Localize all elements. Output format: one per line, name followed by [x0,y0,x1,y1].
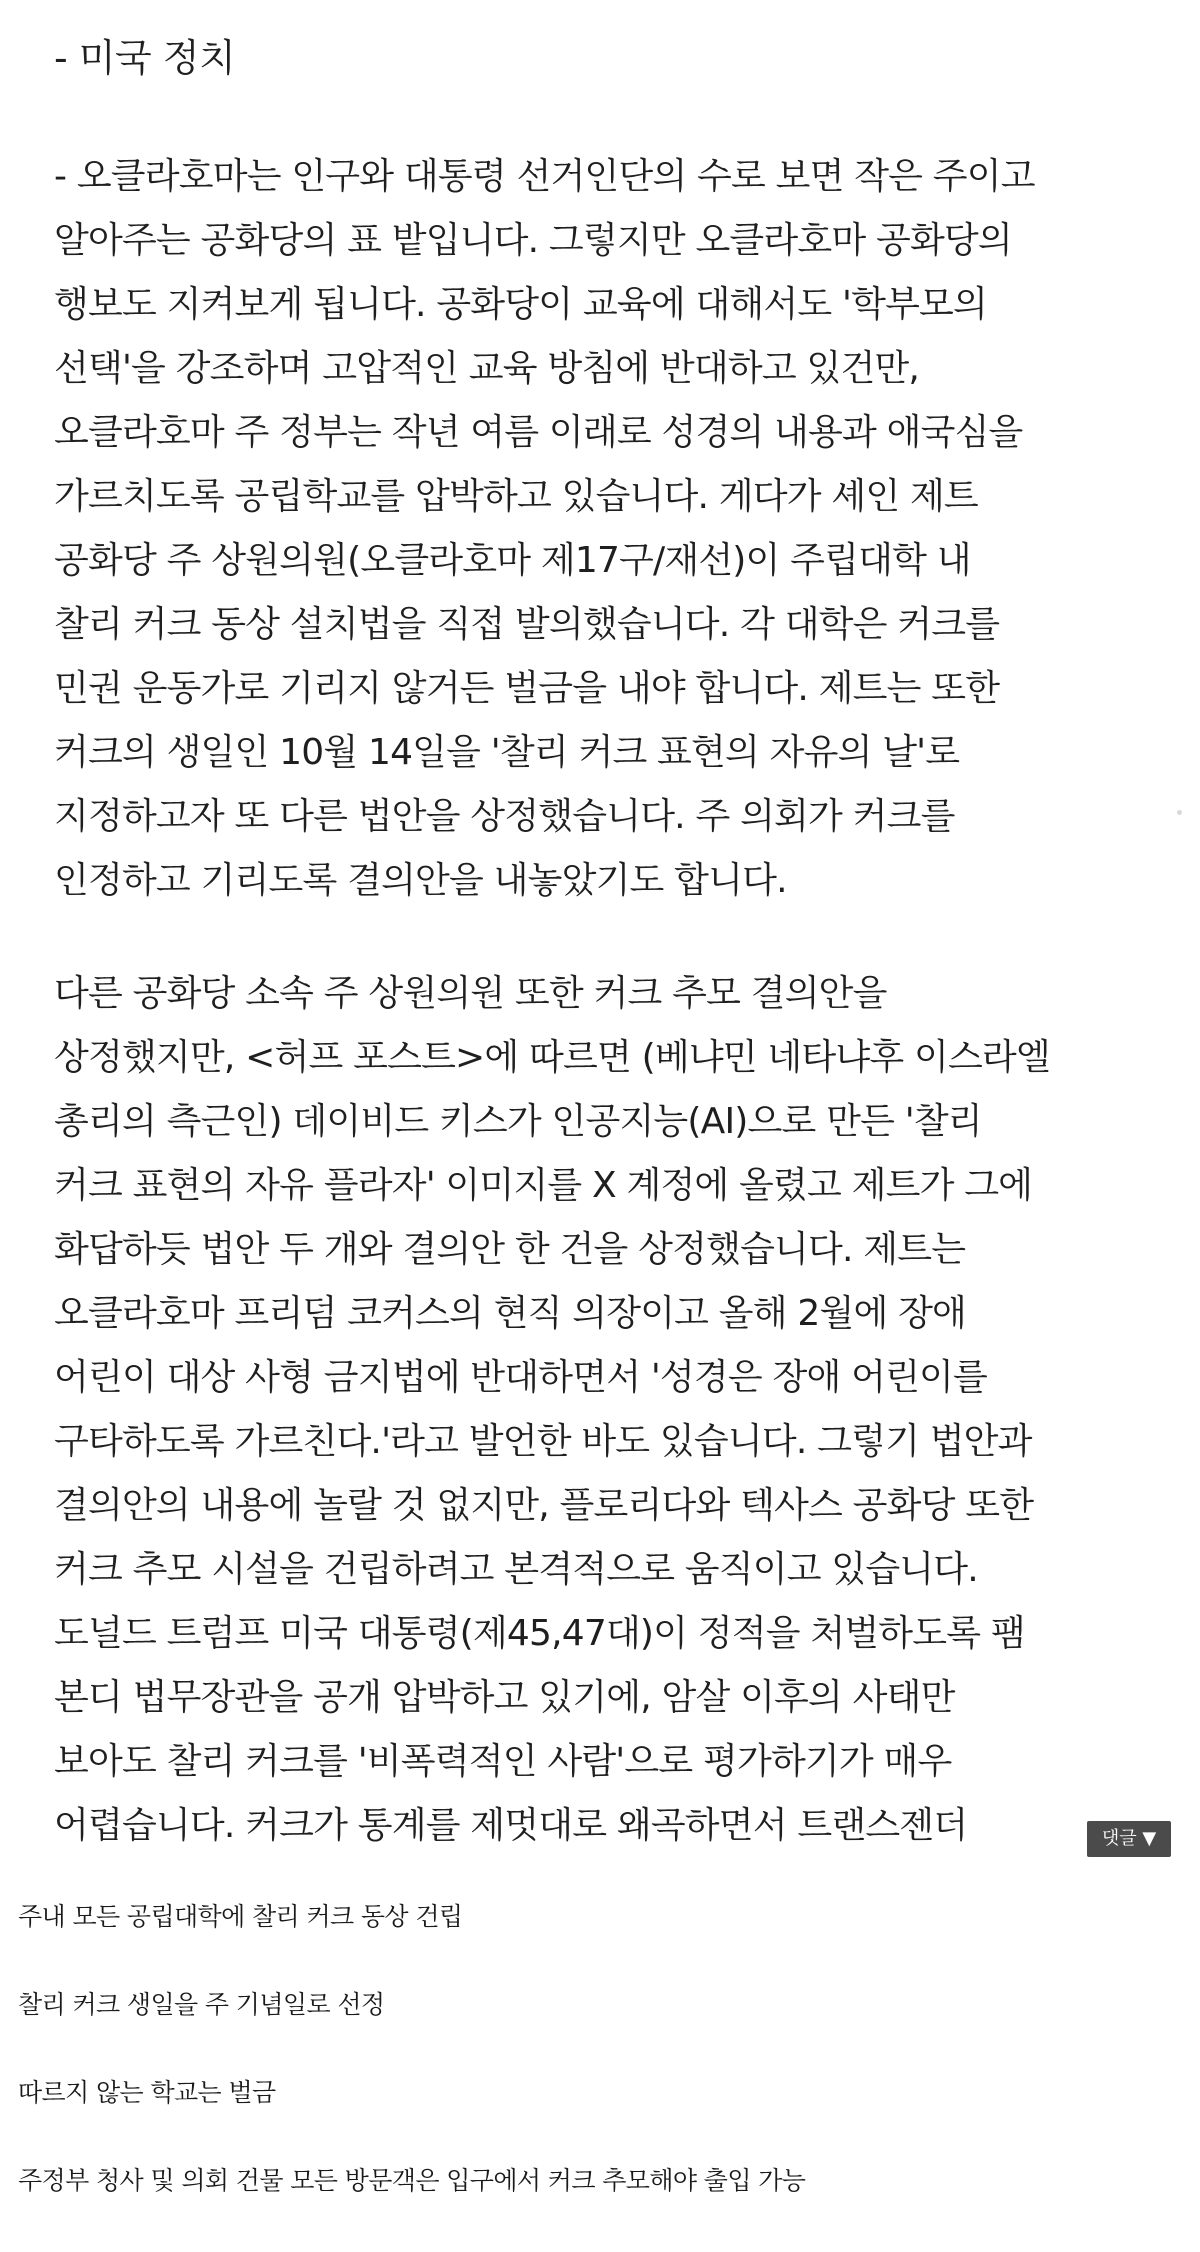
paragraph-line: 상정했지만, <허프 포스트>에 따르면 (베냐민 네타냐후 이스라엘 [54,1037,1050,1078]
paragraph-line: 선택'을 강조하며 고압적인 교육 방침에 반대하고 있건만, [54,348,920,389]
paragraph-line: 보아도 찰리 커크를 '비폭력적인 사람'으로 평가하기가 매우 [54,1741,952,1782]
paragraph-line: 다른 공화당 소속 주 상원의원 또한 커크 추모 결의안을 [54,973,887,1014]
paragraph-line: 총리의 측근인) 데이비드 키스가 인공지능(AI)으로 만든 '찰리 [54,1101,982,1142]
paragraph-line: 커크 표현의 자유 플라자' 이미지를 X 계정에 올렸고 제트가 그에 [54,1165,1033,1206]
paragraph-line: 구타하도록 가르친다.'라고 발언한 바도 있습니다. 그렇기 법안과 [54,1421,1032,1462]
paragraph-line: 공화당 주 상원의원(오클라호마 제17구/재선)이 주립대학 내 [54,540,971,581]
paragraph-line: 오클라호마 주 정부는 작년 여름 이래로 성경의 내용과 애국심을 [54,412,1023,453]
paragraph-line: 오클라호마 프리덤 코커스의 현직 의장이고 올해 2월에 장애 [54,1293,967,1334]
summary-list [18,1900,805,2252]
section-heading: - 미국 정치 [54,36,236,80]
paragraph-line: 행보도 지켜보게 됩니다. 공화당이 교육에 대해서도 '학부모의 [54,284,988,325]
paragraph-line: 민권 운동가로 기리지 않거든 벌금을 내야 합니다. 제트는 또한 [54,668,1000,709]
paragraph-senators [54,962,1174,1858]
paragraph-line: 화답하듯 법안 두 개와 결의안 한 건을 상정했습니다. 제트는 [54,1229,966,1270]
paragraph-line: 커크의 생일인 10월 14일을 '찰리 커크 표현의 자유의 날'로 [54,732,960,773]
list-item: 주정부 청사 및 의회 건물 모든 방문객은 입구에서 커크 추모해야 출입 가능 [18,2166,806,2195]
list-item: 찰리 커크 생일을 주 기념일로 선정 [18,1990,385,2019]
decorative-dot [1177,810,1182,815]
paragraph-line: 찰리 커크 동상 설치법을 직접 발의했습니다. 각 대학은 커크를 [54,604,1000,645]
list-item: 주내 모든 공립대학에 찰리 커크 동상 건립 [18,1902,463,1931]
paragraph-oklahoma [54,145,1174,913]
paragraph-line: 본디 법무장관을 공개 압박하고 있기에, 암살 이후의 사태만 [54,1677,955,1718]
paragraph-line: 가르치도록 공립학교를 압박하고 있습니다. 게다가 셰인 제트 [54,476,978,517]
paragraph-line: 인정하고 기리도록 결의안을 내놓았기도 합니다. [54,860,787,901]
paragraph-line: 어린이 대상 사형 금지법에 반대하면서 '성경은 장애 어린이를 [54,1357,988,1398]
paragraph-line: - 오클라호마는 인구와 대통령 선거인단의 수로 보면 작은 주이고 [54,156,1035,197]
comment-toggle-button[interactable]: 댓글 ▼ [1087,1821,1171,1857]
paragraph-line: 결의안의 내용에 놀랄 것 없지만, 플로리다와 텍사스 공화당 또한 [54,1485,1034,1526]
list-item: 따르지 않는 학교는 벌금 [18,2078,276,2107]
paragraph-line: 어렵습니다. 커크가 통계를 제멋대로 왜곡하면서 트랜스젠더 [54,1805,968,1846]
paragraph-line: 도널드 트럼프 미국 대통령(제45,47대)이 정적을 처벌하도록 팸 [54,1613,1025,1654]
paragraph-line: 커크 추모 시설을 건립하려고 본격적으로 움직이고 있습니다. [54,1549,978,1590]
paragraph-line: 알아주는 공화당의 표 밭입니다. 그렇지만 오클라호마 공화당의 [54,220,1012,261]
paragraph-line: 지정하고자 또 다른 법안을 상정했습니다. 주 의회가 커크를 [54,796,955,837]
